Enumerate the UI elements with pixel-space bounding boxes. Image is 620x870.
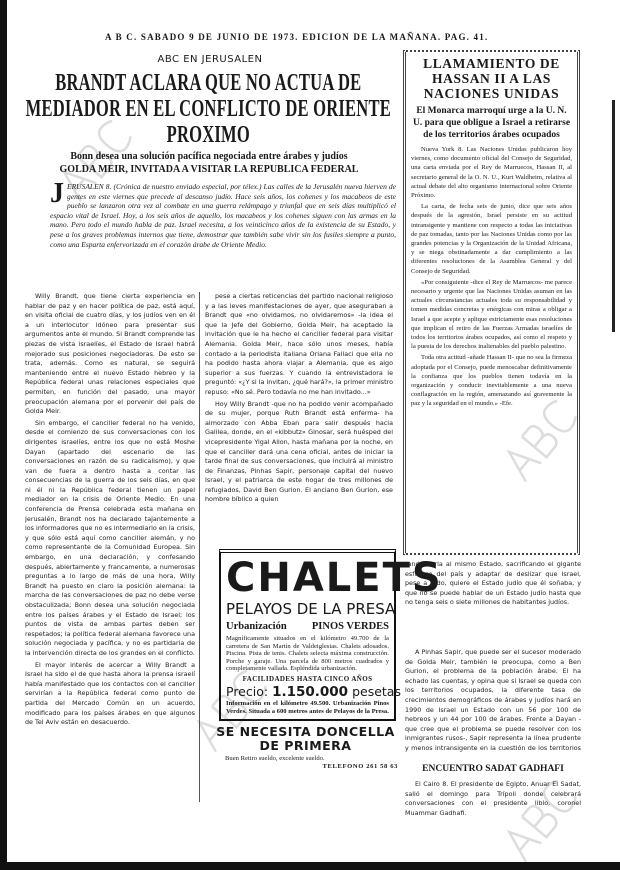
page-folio: A B C. SABADO 9 DE JUNIO DE 1973. EDICION DE LA MAÑANA. PAG. 41. (105, 32, 489, 42)
ad-financing: FACILIDADES HASTA CINCO AÑOS (242, 674, 373, 683)
brief-body (405, 780, 581, 820)
article-continuation-2 (405, 648, 581, 754)
ad-description: Magníficamente situados en el kilómetro 49.700 de la carretera de San Martín de Valdeiglesias. Chalets adosados. Piscina. Pista de tenis. Chalets selecta máxima construcción. Porche y garaje. Una parcela de 800 metros cuadrados y completamente vallada. Espléndida urbanización. (226, 635, 389, 673)
paragraph: Nueva York 8. Las Naciones Unidas publicaron hoy viernes, como documento oficial del Consejo de Seguridad, una carta enviada por el Rey de Marruecos, Hassan II, al secretario general de la O. N. U., Kurt Waldheim, relativa al actual debate del alto organismo internacional sobre Oriente Próximo. (411, 146, 572, 200)
lead-text: ERUSALEN 8. (Crónica de nuestro enviado especial, por télex.) Las calles de la Jerusalén nueva hierven de gentes en este viernes que precede al descanso judío. Hace seis años, los cohenes y los macabeos de este pueblo se lanzaron otra vez al combate en una guerra relámpago y triunfal que en seis días multiplicó el espacio vital de Israel. Hoy, a los seis años de aquello, los macabeos y los cohenes siguen con las armas en la mano. Pero todo el mundo habla de paz. Israel necesita, a los veinticinco años de la existencia de su Estado, y pese a los graves problemas internos que tiene, demostrar que también sabe vivir sin los fusiles siempre a punto, como una Esparta enfervorizada en el corazón árabe de Oriente Medio. (50, 182, 396, 249)
classified-ad (225, 755, 398, 771)
chalets-advertisement (219, 549, 443, 721)
price-value: 1.150.000 (272, 683, 349, 700)
sidebar-headline: LLAMAMIENTO DE HASSAN II A LAS NACIONES UNIDAS (423, 56, 560, 101)
paragraph: Willy Brandt, que tiene cierta experiencia en hablar de paz y en hacer política de paz, está aquí, en visita oficial de cuatro días, y los judíos ven en él a un interlocutor idóneo para presentar sus argumentos ante el mundo. Si Brandt comprende las piezas de vista israelíes, el Estado de Israel habrá mejorado sus posiciones negociadoras. De esto se trata, además. Como es natural, se seguirá manteniendo entre el nuevo Estado hebreo y la República federal unas relaciones especiales que permiten, en función del pasado, una mayor preocupación alemana por el porvenir del país de Golda Meir. (25, 292, 195, 416)
main-headline: BRANDT ACLARA QUE NO ACTUA DE MEDIADOR EN EL CONFLICTO DE ORIENTE PROXIMO (25, 70, 391, 148)
ads-area (213, 549, 443, 771)
headline-container (22, 70, 396, 148)
ad-subtitle: PELAYOS DE LA PRESA (226, 600, 396, 618)
main-subhead (34, 150, 384, 176)
ad-title: CHALETS (226, 555, 443, 601)
drop-cap: J (50, 178, 64, 209)
subhead-line-2: GOLDA MEIR, INVITADA A VISITAR LA REPUBLICA FEDERAL (59, 164, 359, 175)
paragraph: La carta, de fecha seis de junio, dice que seis años después de la agresión, Israel persiste en su actitud intransigente y mantiene con respecto a todas las iniciativas de paz tomadas, tanto por las Naciones Unidas como por las grandes potencias y la Organización de la Unidad Africana, y se niega obstinadamente a dar cumplimiento a las diferentes resoluciones de la Asamblea General y del Consejo de Seguridad. (411, 203, 572, 275)
article-lead (50, 178, 396, 249)
paragraph: Toda otra actitud -añade Hassan II- que no sea la firmeza adoptada por el Consejo, puede menoscabar definitivamente la confianza que los pueblos tienen todavía en la organización y conducir inevitablemente a una nueva conflagración en la región, amenazando así gravemente la paz y la seguridad en el mundo.» -Efe. (411, 354, 572, 408)
column-divider (199, 292, 200, 802)
scan-edge-bottom (0, 862, 620, 870)
paragraph: Sin embargo, el canciller federal no ha venido, desde el comienzo de sus conversaciones con los dirigentes israelíes, entre los que no está Moshe Dayan (apartado del escenario de las conversaciones en razón de su radicalismo), y que van de fuera a dentro hasta a contar las consecuencias de la guerra de los seis días, en que ni él ni la República federal tienen un papel mediador en la crisis de Oriente Medio. En una conferencia de Prensa celebrada esta mañana en Jerusalén, Brandt nos ha declarado tajantemente a los informadores que no es intermediario en la crisis, y que sólo está aquí como canciller alemán, y no como representante de la Comunidad Europea. Sin embargo, en una declaración, y confesando después, abiertamente y francamente, a numerosas preguntas a lo largo de más de una hora, Willy Brandt ha puesto en claro la posición alemana: la marcha de las conversaciones de paz no debe verse obstaculizada; Bonn desea una solución negociada entre los países árabes y el Estado de Israel; los puntos de vista de ambas partes deben ser respetados; la política federal alemana favorece una solución negociada y pacífica, y no es partidaria de la intervención directa de los grandes en el conflicto. (25, 418, 195, 657)
paragraph: El Cairo 8. El presidente de Egipto, Anuar El Sadat, salió el domingo para Trípoli donde celebrará conversaciones con el presidente libio, coronel Muammar Gadhafi. (405, 780, 581, 817)
paragraph: A Pinhas Sapir, que puede ser el sucesor moderado de Golda Meir, también le preocupa, como a Ben Gurion, el problema de la población árabe. El ha echado las cuentas, y opina que si Israel se queda con los territorios ocupados, la diferente tasa de crecimientos demográficos de árabes y judíos hará en 1990 de Israel un Estado con un 56 por 100 de hebreos y un 44 por 100 de árabes. Frente a Dayan -que cree que el problema se puede resolver con los inmigrantes rusos-, Sapir representa la línea prudente y menos intransigente en la cuestión de los territorios (405, 648, 581, 752)
paragraph: El mayor interés de acercar a Willy Brandt a Israel ha sido el de que hasta ahora la prensa israelí había manifestado que los contactos con el canciller servirían a la República federal como punto de partida del Mercado Común en un acuerdo, modificado para los países árabes en que algunos de Tel Aviv están en desacuerdo. (25, 660, 195, 727)
article-column-1 (25, 292, 195, 797)
urbanization-name: PINOS VERDES (311, 621, 389, 632)
classified-title: SE NECESITA DONCELLA DE PRIMERA (216, 724, 395, 754)
section-kicker: ABC EN JERUSALEN (157, 54, 263, 65)
ad-info: Información en el kilómetro 49.500. Urbanización Pinos Verdes. Situada a 600 metros antes de Pelayos de la Presa. (226, 699, 389, 715)
sidebar-body (411, 145, 572, 549)
article-column-2 (205, 292, 393, 542)
urbanization-label: Urbanización (226, 621, 287, 632)
sidebar-article-box (403, 50, 580, 555)
price-label: Precio: (226, 683, 269, 699)
price-currency: pesetas (352, 683, 401, 699)
paragraph: pese a ciertas reticencias del partido nacional religioso y a las leves manifestaciones de ayer, que aseguraban a Brandt que «no olvidamos, no olvidaremos» -la idea el que la Jefe del Gobierno, Golda Meir, ha aceptado la invitación que le ha hecho el canciller federal para visitar Alemania. Golda Meir, hace sólo unos meses, había contado a la periodista italiana Oriana Fallaci que ella no ha podido hasta ahora viajar a Alemania, que es algo superior a sus fuerzas. Y cuando la entrevistadora le preguntó: «¿Y si la invitan, ¿qué hará?», la primer ministro repuso: «No sé. Pero todavía no me han invitado...» (205, 292, 393, 396)
article-header (22, 70, 396, 249)
scan-edge-left (0, 0, 7, 870)
sidebar-subhead: El Monarca marroquí urge a la U. N. U. para que obligue a Israel a retirarse de los territorios árabes ocupados (412, 106, 571, 140)
subhead-line-1: Bonn desea una solución pacífica negociada entre árabes y judíos (70, 151, 348, 162)
classified-body: Buen Retiro sueldo, excelente sueldo. (225, 755, 325, 763)
brief-headline: ENCUENTRO SADAT GADHAFI (422, 764, 564, 774)
scan-edge-right (612, 100, 615, 332)
article-continuation (405, 560, 581, 646)
ad-urbanization (226, 620, 389, 633)
ad-price (226, 683, 401, 700)
paragraph: «Por consiguiente -dice el Rey de Marruecos- me parece necesario y urgente que las Naciones Unidas asuman en las actuales circunstancias actuales toda su responsabilidad y tomen medidas concretas y enérgicas con miras a obligar a Israel a que acepte y aplique estrictamente esas resoluciones que implican el retiro de las Fuerzas Armadas israelíes de todos los territorios árabes ocupados, así como el respeto y la puesta de los derechos inalienables del pueblo palestino. (411, 278, 572, 351)
classified-phone: TELEFONO 261 58 63 (322, 763, 398, 771)
paragraph: tando darla al mismo Estado, sacrificando el gigante esfuerzo del país y adaptar de deslizar que Israel, pese a todo, quiere el Estado judío que él soñaba, y que no se puede hablar de un Estado judío hasta que no tenga seis o siete millones de habitantes judíos. (405, 560, 581, 607)
paragraph: Hoy Willy Brandt -que no ha podido venir acompañado de su mujer, porque Ruth Brandt está enferma- ha almorzado con Abba Eban para salir después hacia Galilea, donde, en el «kibbutz» Ginosar, será huésped del vicepresidente Yigal Allon, hasta mañana por la noche, en que el canciller dará una cena oficial, antes de iniciar la tarde final de sus conversaciones, que incluirá al ministro de Finanzas, Pinhas Sapir, personaje capital del nuevo Israel, y el patriarca de este hogar de tres millones de refugiados, David Ben Gurion. El anciano Ben Gurion, ese hombre bíblico a quien (205, 399, 393, 504)
